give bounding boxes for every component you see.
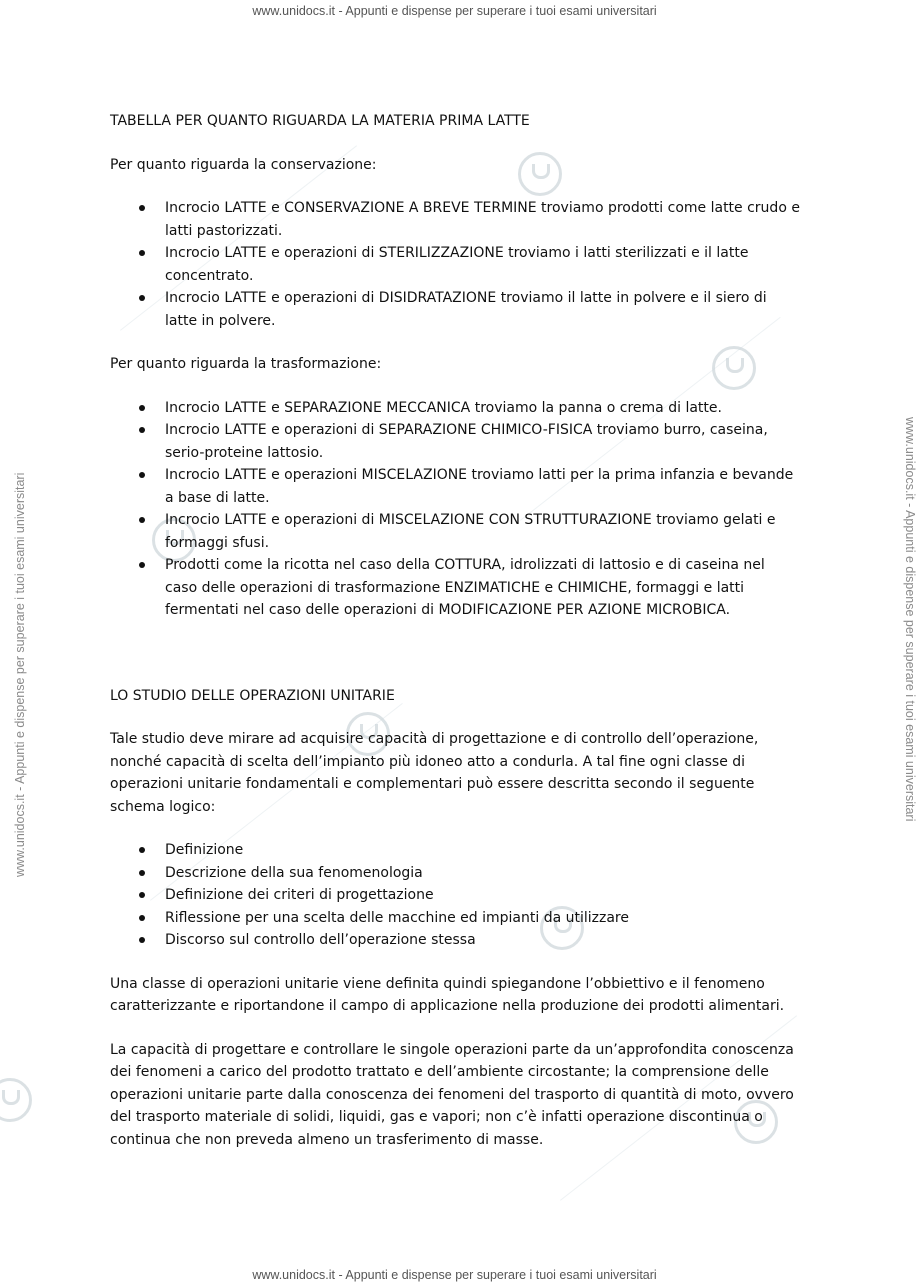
section-title: TABELLA PER QUANTO RIGUARDA LA MATERIA PRIMA LATTE bbox=[110, 113, 530, 129]
paragraph: Per quanto riguarda la trasformazione: bbox=[110, 356, 382, 372]
list-item: Incrocio LATTE e operazioni di MISCELAZIONE CON STRUTTURAZIONE troviamo gelati e formaggi sfusi. bbox=[165, 509, 800, 554]
list-item: Definizione dei criteri di progettazione bbox=[165, 884, 800, 907]
list-item: Prodotti come la ricotta nel caso della COTTURA, idrolizzati di lattosio e di caseina nel caso delle operazioni di trasformazione ENZIMATICHE e CHIMICHE, formaggi e latti fermentati nel caso delle operazioni di MODIFICAZIONE PER AZIONE MICROBICA. bbox=[165, 554, 800, 622]
list-item: Descrizione della sua fenomenologia bbox=[165, 862, 800, 885]
list-item: Incrocio LATTE e SEPARAZIONE MECCANICA troviamo la panna o crema di latte. bbox=[165, 397, 800, 420]
paragraph: La capacità di progettare e controllare le singole operazioni parte da un’approfondita conoscenza dei fenomeni a carico del prodotto trattato e dell’ambiente circostante; la comprensione delle operazioni unitarie parte dalla conoscenza dei fenomeni del trasporto di quantità di moto, ovvero del trasporto materiale di solidi, liquidi, gas e vapori; non c’è infatti operazione discontinua o continua che non preveda almeno un trasferimento di masse. bbox=[110, 1041, 794, 1148]
bullet-list bbox=[110, 397, 800, 622]
paragraph: Una classe di operazioni unitarie viene definita quindi spiegandone l’obbiettivo e il fenomeno caratterizzante e riportandone il campo di applicazione nella produzione dei prodotti alimentari. bbox=[110, 975, 785, 1014]
bullet-list bbox=[110, 197, 800, 332]
paragraph: Tale studio deve mirare ad acquisire capacità di progettazione e di controllo dell’operazione, nonché capacità di scelta dell’impianto più idoneo atto a condurla. A tal fine ogni classe di operazioni unitarie fondamentali e complementari può essere descritta secondo il seguente schema logico: bbox=[110, 731, 759, 815]
watermark-header: www.unidocs.it - Appunti e dispense per superare i tuoi esami universitari bbox=[252, 4, 657, 18]
watermark-side-left: www.unidocs.it - Appunti e dispense per superare i tuoi esami universitari bbox=[13, 472, 27, 877]
list-item: Definizione bbox=[165, 839, 800, 862]
watermark-footer: www.unidocs.it - Appunti e dispense per superare i tuoi esami universitari bbox=[252, 1268, 657, 1282]
document-body bbox=[110, 110, 800, 1172]
list-item: Incrocio LATTE e CONSERVAZIONE A BREVE TERMINE troviamo prodotti come latte crudo e latti pastorizzati. bbox=[165, 197, 800, 242]
watermark-logo-icon bbox=[0, 1078, 32, 1122]
list-item: Riflessione per una scelta delle macchine ed impianti da utilizzare bbox=[165, 907, 800, 930]
list-item: Incrocio LATTE e operazioni di SEPARAZIONE CHIMICO-FISICA troviamo burro, caseina, serio-proteine lattosio. bbox=[165, 419, 800, 464]
watermark-side-right: www.unidocs.it - Appunti e dispense per superare i tuoi esami universitari bbox=[903, 417, 917, 822]
paragraph: Per quanto riguarda la conservazione: bbox=[110, 156, 377, 173]
bullet-list bbox=[110, 839, 800, 952]
section-title: LO STUDIO DELLE OPERAZIONI UNITARIE bbox=[110, 687, 395, 704]
list-item: Discorso sul controllo dell’operazione stessa bbox=[165, 929, 800, 952]
spacer bbox=[110, 643, 800, 685]
list-item: Incrocio LATTE e operazioni di STERILIZZAZIONE troviamo i latti sterilizzati e il latte concentrato. bbox=[165, 242, 800, 287]
list-item: Incrocio LATTE e operazioni di DISIDRATAZIONE troviamo il latte in polvere e il siero di latte in polvere. bbox=[165, 287, 800, 332]
list-item: Incrocio LATTE e operazioni MISCELAZIONE troviamo latti per la prima infanzia e bevande a base di latte. bbox=[165, 464, 800, 509]
